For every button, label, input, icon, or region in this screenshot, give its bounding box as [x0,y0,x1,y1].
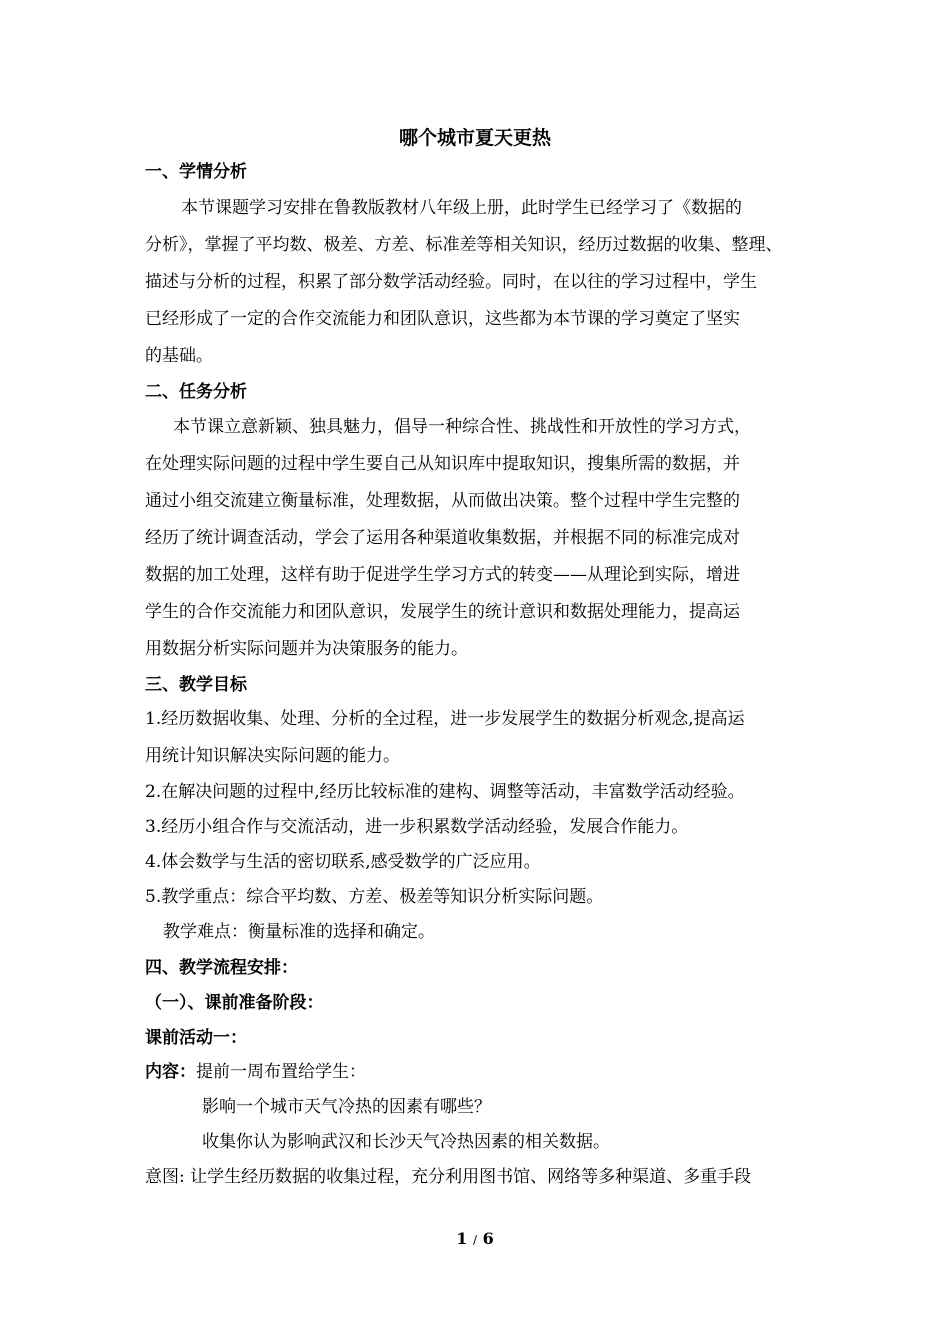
page-title: 哪个城市夏天更热 [398,127,551,149]
page-number [0,1228,950,1251]
question-line: 收集你认为影响武汉和长沙天气冷热因素的相关数据。 [202,1132,610,1152]
paragraph-line: 学生的合作交流能力和团队意识，发展学生的统计意识和数据处理能力，提高运 [145,602,740,622]
paragraph-line: 已经形成了一定的合作交流能力和团队意识，这些都为本节课的学习奠定了坚实 [145,309,740,329]
objective-line: 3.经历小组合作与交流活动，进一步积累数学活动经验，发展合作能力。 [145,817,689,837]
section-heading: 二、任务分析 [145,382,247,402]
current-page: 1 [456,1229,468,1248]
total-pages: 6 [482,1229,494,1248]
subsection-heading: （一）、课前准备阶段： [145,993,324,1013]
objective-line: 2.在解决问题的过程中,经历比较标准的建构、调整等活动，丰富数学活动经验。 [145,782,745,802]
paragraph-line: 通过小组交流建立衡量标准，处理数据，从而做出决策。整个过程中学生完整的 [145,491,740,511]
paragraph-line: 描述与分析的过程，积累了部分数学活动经验。同时，在以往的学习过程中，学生 [145,272,757,292]
question-line: 影响一个城市天气冷热的因素有哪些？ [202,1097,491,1117]
objective-line: 用统计知识解决实际问题的能力。 [145,746,400,766]
paragraph-line: 的基础。 [145,346,213,366]
section-heading: 三、教学目标 [145,675,247,695]
paragraph-line: 用数据分析实际问题并为决策服务的能力。 [145,639,468,659]
objective-line: 1.经历数据收集、处理、分析的全过程，进一步发展学生的数据分析观念,提高运 [145,709,745,729]
paragraph-line: 数据的加工处理，这样有助于促进学生学习方式的转变——从理论到实际，增进 [145,565,740,585]
paragraph-line: 分析》，掌握了平均数、极差、方差、标准差等相关知识，经历过数据的收集、整理、 [145,235,783,255]
intent-line: 意图: 让学生经历数据的收集过程，充分利用图书馆、网络等多种渠道、多重手段 [145,1167,752,1187]
content-line [145,1060,825,1084]
page-separator: / [472,1233,478,1247]
paragraph-line: 本节课立意新颖、独具魅力，倡导一种综合性、挑战性和开放性的学习方式， [173,417,751,437]
objective-line: 4.体会数学与生活的密切联系,感受数学的广泛应用。 [145,852,541,872]
content-label: 内容： [145,1062,196,1082]
section-heading: 四、教学流程安排： [145,958,298,978]
objective-line: 教学难点：衡量标准的选择和确定。 [163,922,435,942]
objective-line: 5.教学重点：综合平均数、方差、极差等知识分析实际问题。 [145,887,604,907]
section-heading: 一、学情分析 [145,162,247,182]
activity-heading: 课前活动一： [145,1028,247,1048]
paragraph-line: 在处理实际问题的过程中学生要自己从知识库中提取知识，搜集所需的数据，并 [145,454,740,474]
paragraph-line: 本节课题学习安排在鲁教版教材八年级上册，此时学生已经学习了《数据的 [181,198,742,218]
paragraph-line: 经历了统计调查活动，学会了运用各种渠道收集数据，并根据不同的标准完成对 [145,528,740,548]
content-text: 提前一周布置给学生： [196,1062,366,1082]
